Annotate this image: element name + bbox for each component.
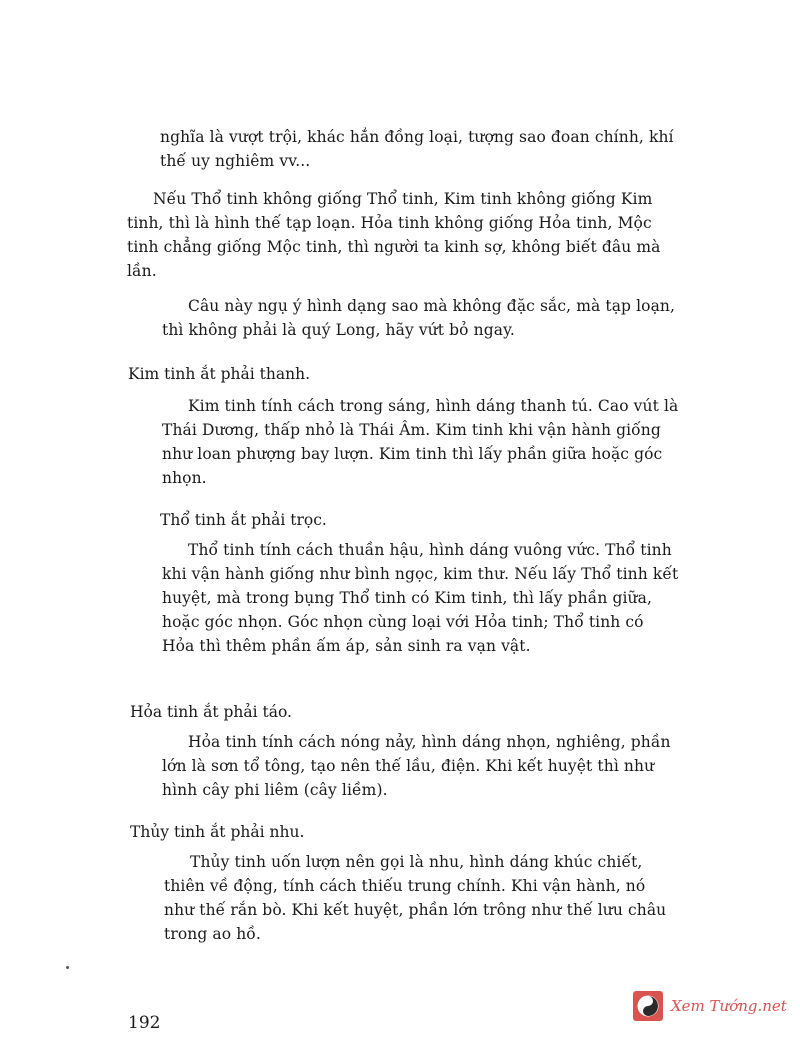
paragraph-thuy-tinh: Thủy tinh uốn lượn nên gọi là nhu, hình dáng khúc chiết, thiên về động, tính cách thiếu trung chính. Khi vận hành, nó như thế rắn bò. Khi kết huyệt, phần lớn trông như thế lưu châu trong ao hồ.	[164, 853, 667, 943]
section-heading-tho-tinh: Thổ tinh ắt phải trọc.	[160, 511, 327, 529]
paragraph-hoa-tinh: Hỏa tinh tính cách nóng nảy, hình dáng nhọn, nghiêng, phần lớn là sơn tổ tông, tạo nên thế lầu, điện. Khi kết huyệt thì như hình cây phi liêm (cây liềm).	[162, 733, 671, 799]
paragraph-continuation: nghĩa là vượt trội, khác hẳn đồng loại, tượng sao đoan chính, khí thế uy nghiêm vv...	[160, 128, 674, 170]
stray-mark	[66, 966, 69, 969]
paragraph-tho-tinh: Thổ tinh tính cách thuần hậu, hình dáng vuông vức. Thổ tinh khi vận hành giống như bình ngọc, kim thư. Nếu lấy Thổ tinh kết huyệt, mà trong bụng Thổ tinh có Kim tinh, thì lấy phần giữa, hoặc góc nhọn. Góc nhọn cùng loại với Hỏa tinh; Thổ tinh có Hỏa thì thêm phần ấm áp, sản sinh ra vạn vật.	[162, 541, 679, 655]
paragraph-commentary: Câu này ngụ ý hình dạng sao mà không đặc sắc, mà tạp loạn, thì không phải là quý Long, hãy vứt bỏ ngay.	[162, 297, 676, 339]
page-number: 192	[128, 1013, 161, 1033]
paragraph-quote: Nếu Thổ tinh không giống Thổ tinh, Kim tinh không giống Kim tinh, thì là hình thế tạp loạn. Hỏa tinh không giống Hỏa tinh, Mộc tinh chẳng giống Mộc tinh, thì người ta kinh sợ, không biết đâu mà lần.	[127, 190, 661, 280]
section-heading-kim-tinh: Kim tinh ắt phải thanh.	[128, 365, 311, 383]
watermark	[633, 991, 787, 1021]
watermark-text: Xem Tướng.net	[671, 997, 787, 1015]
section-heading-hoa-tinh: Hỏa tinh ắt phải táo.	[130, 703, 292, 721]
section-heading-thuy-tinh: Thủy tinh ắt phải nhu.	[130, 823, 305, 841]
yin-yang-icon	[633, 991, 663, 1021]
paragraph-kim-tinh: Kim tinh tính cách trong sáng, hình dáng thanh tú. Cao vút là Thái Dương, thấp nhỏ là Thái Âm. Kim tinh khi vận hành giống như loan phượng bay lượn. Kim tinh thì lấy phần giữa hoặc góc nhọn.	[162, 397, 679, 487]
